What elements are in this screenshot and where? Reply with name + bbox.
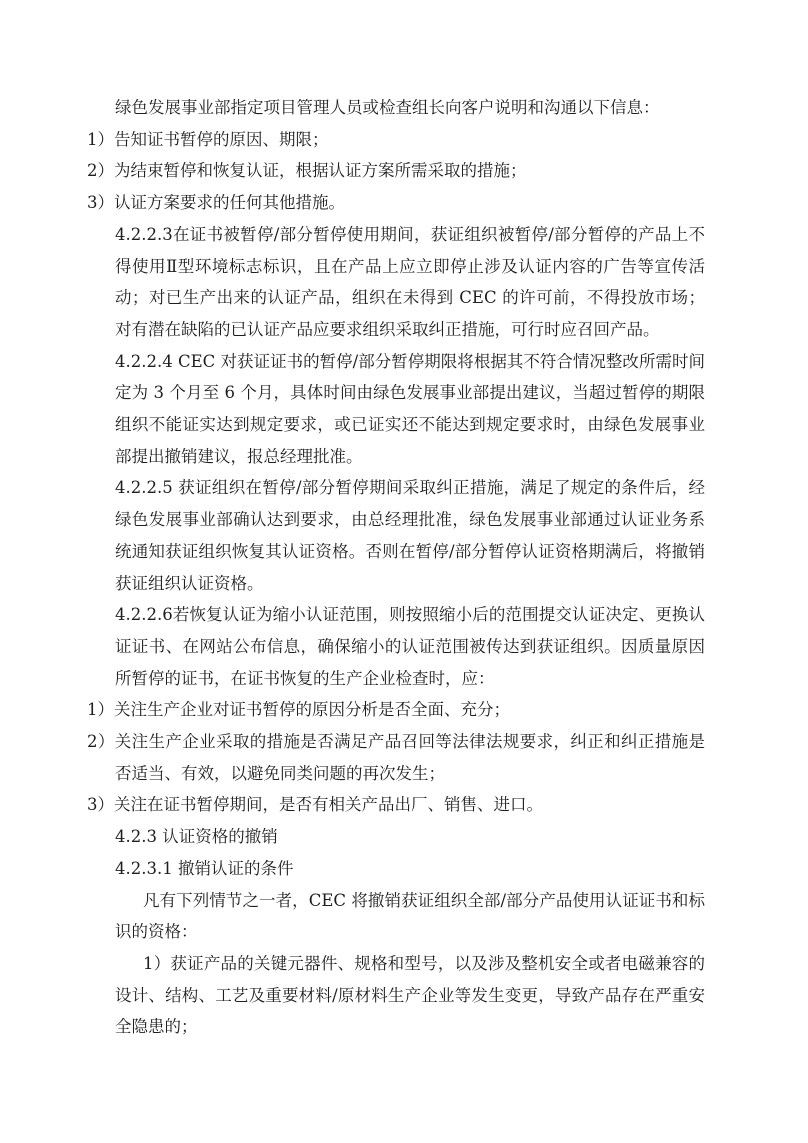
heading-4-2-3-1: 4.2.3.1 撤销认证的条件	[115, 858, 294, 878]
withdrawal-intro: 凡有下列情节之一者，CEC 将撤销获证组织全部/部分产品使用认证证书和标识的资格：	[115, 890, 705, 942]
recovery-check-item-1: 1）关注生产企业对证书暂停的原因分析是否全面、充分；	[87, 700, 510, 720]
section-4-2-2-3: 4.2.2.3在证书被暂停/部分暂停使用期间，获证组织被暂停/部分暂停的产品上不得使用Ⅱ型环境标志标识，且在产品上应立即停止涉及认证内容的广告等宣传活动；对已生产出来的认证产品，组织在未得到 CEC 的许可前，不得投放市场；对有潜在缺陷的已认证产品应要求组织采取纠正措施，可行时应召回产品。	[115, 224, 705, 339]
document-content	[87, 92, 705, 1043]
recovery-check-item-3: 3）关注在证书暂停期间，是否有相关产品出厂、销售、进口。	[87, 795, 543, 815]
recovery-check-item-2: 2）关注生产企业采取的措施是否满足产品召回等法律法规要求，纠正和纠正措施是否适当、有效，以避免同类问题的再次发生；	[87, 732, 705, 783]
notify-list-item-2: 2）为结束暂停和恢复认证，根据认证方案所需采取的措施；	[87, 161, 527, 181]
heading-4-2-3: 4.2.3 认证资格的撤销	[115, 827, 278, 847]
withdrawal-item-1: 1）获证产品的关键元器件、规格和型号，以及涉及整机安全或者电磁兼容的设计、结构、工艺及重要材料/原材料生产企业等发生变更，导致产品存在严重安全隐患的；	[115, 953, 705, 1037]
section-4-2-2-6: 4.2.2.6若恢复认证为缩小认证范围，则按照缩小后的范围提交认证决定、更换认证证书、在网站公布信息，确保缩小的认证范围被传达到获证组织。因质量原因所暂停的证书，在证书恢复的生产企业检查时，应：	[115, 605, 705, 688]
section-4-2-2-4: 4.2.2.4 CEC 对获证证书的暂停/部分暂停期限将根据其不符合情况整改所需时间定为 3 个月至 6 个月，具体时间由绿色发展事业部提出建议，当超过暂停的期限组织不能证实达到规定要求，或已证实还不能达到规定要求时，由绿色发展事业部提出撤销建议，报总经理批准。	[115, 351, 705, 466]
intro-paragraph: 绿色发展事业部指定项目管理人员或检查组长向客户说明和沟通以下信息：	[115, 98, 660, 117]
notify-list-item-1: 1）告知证书暂停的原因、期限；	[87, 129, 329, 149]
notify-list-item-3: 3）认证方案要求的任何其他措施。	[87, 193, 345, 213]
section-4-2-2-5: 4.2.2.5 获证组织在暂停/部分暂停期间采取纠正措施，满足了规定的条件后，经绿色发展事业部确认达到要求，由总经理批准，绿色发展事业部通过认证业务系统通知获证组织恢复其认证资格。否则在暂停/部分暂停认证资格期满后，将撤销获证组织认证资格。	[115, 478, 705, 593]
